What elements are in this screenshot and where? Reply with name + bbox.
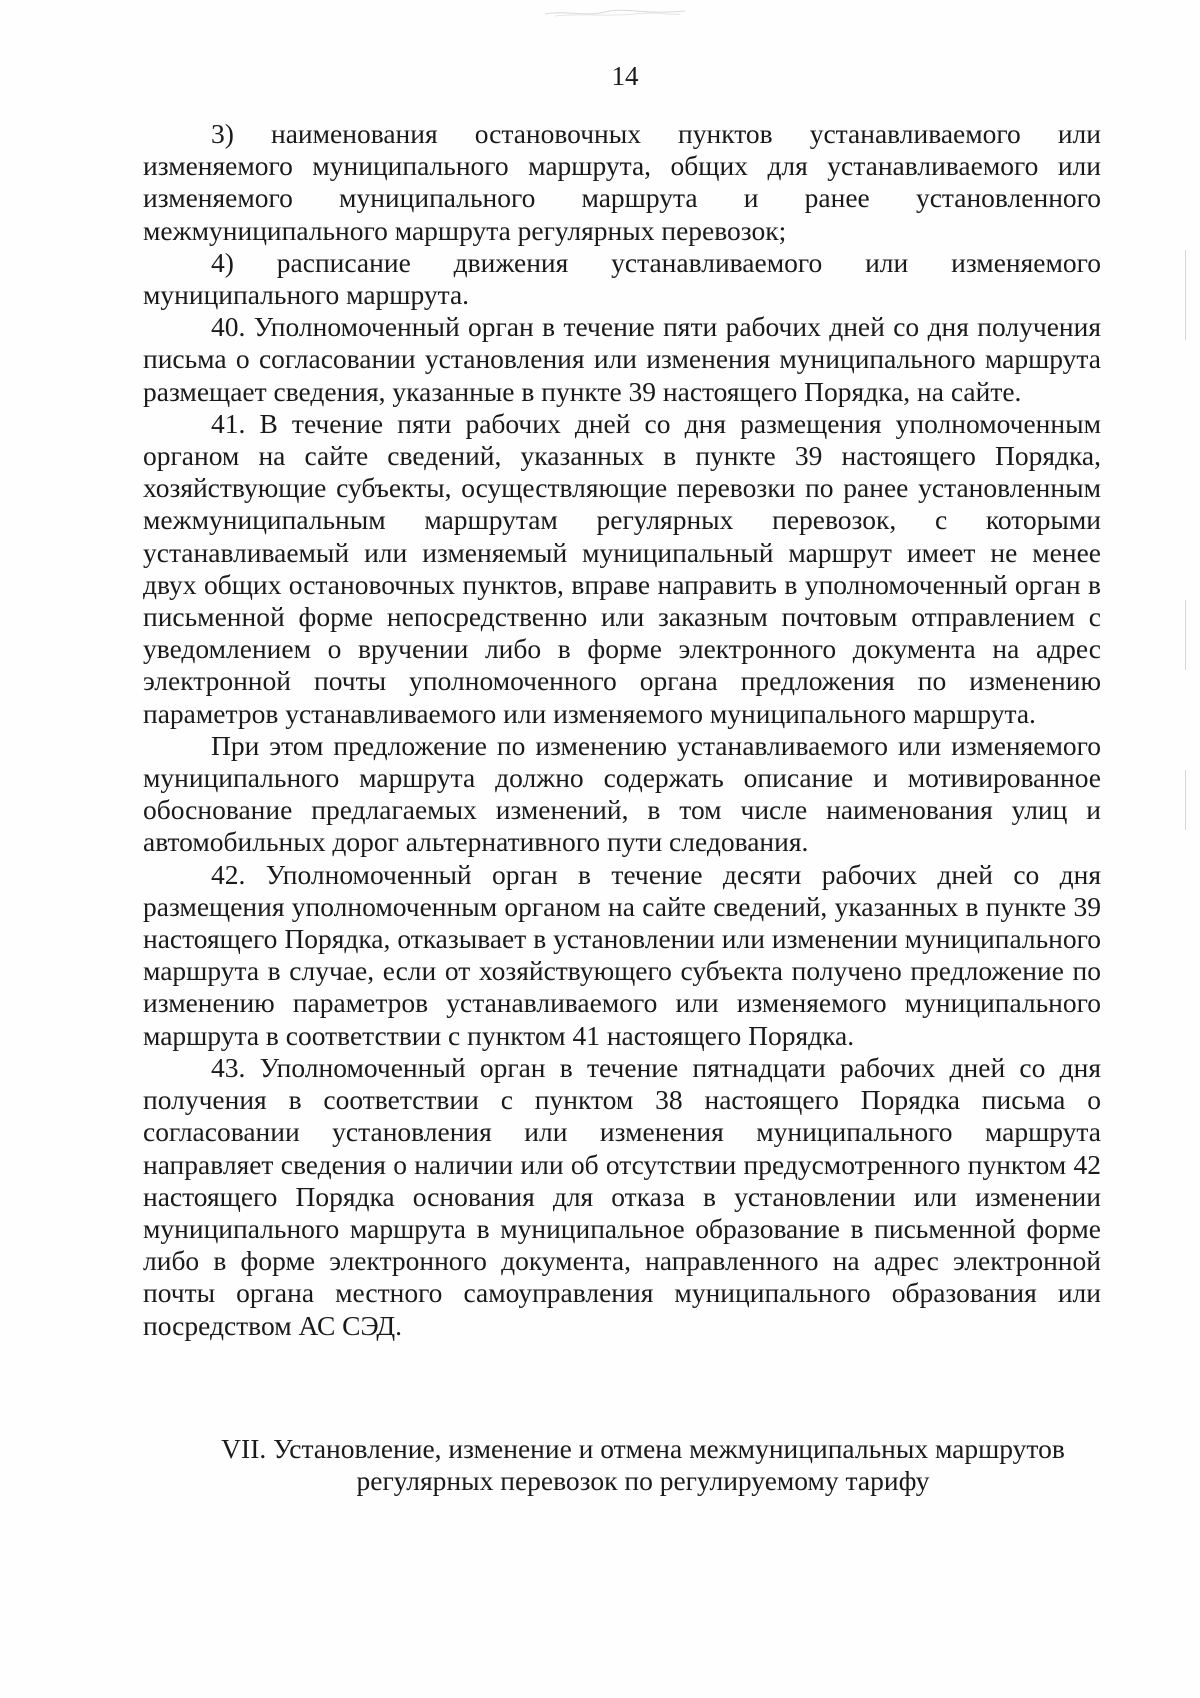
section-heading-line-1: VII. Установление, изменение и отмена межмуниципальных маршрутов — [221, 1433, 1065, 1464]
scan-edge-artifact — [1185, 770, 1186, 830]
paragraph-item-3: 3) наименования остановочных пунктов устанавливаемого или изменяемого муниципального маршрута, общих для устанавливаемого или изменяемого муниципального маршрута и ранее установленного межмуниципального маршрута регулярных перевозок; — [143, 118, 1101, 246]
scan-edge-artifact — [1185, 250, 1186, 340]
section-heading-line-2: регулярных перевозок по регулируемому тарифу — [356, 1465, 930, 1496]
scan-edge-artifact — [1185, 600, 1186, 670]
body-text — [143, 118, 1101, 1342]
paragraph-clause-43: 43. Уполномоченный орган в течение пятнадцати рабочих дней со дня получения в соответствии с пунктом 38 настоящего Порядка письма о согласовании установления или изменения муниципального маршрута направляет сведения о наличии или об отсутствии предусмотренного пунктом 42 настоящего Порядка основания для отказа в установлении или изменении муниципального маршрута в муниципальное образование в письменной форме либо в форме электронного документа, направленного на адрес электронной почты органа местного самоуправления муниципального образования или посредством АС СЭД. — [143, 1051, 1101, 1341]
paragraph-clause-41: 41. В течение пяти рабочих дней со дня размещения уполномоченным органом на сайте сведений, указанных в пункте 39 настоящего Порядка, хозяйствующие субъекты, осуществляющие перевозки по ранее установленным межмуниципальным маршрутам регулярных перевозок, с которыми устанавливаемый или изменяемый муниципальный маршрут имеет не менее двух общих остановочных пунктов, вправе направить в уполномоченный орган в письменной форме непосредственно или заказным почтовым отправлением с уведомлением о вручении либо в форме электронного документа на адрес электронной почты уполномоченного органа предложения по изменению параметров устанавливаемого или изменяемого муниципального маршрута. — [143, 407, 1101, 729]
paragraph-clause-40: 40. Уполномоченный орган в течение пяти рабочих дней со дня получения письма о согласовании установления или изменения муниципального маршрута размещает сведения, указанные в пункте 39 настоящего Порядка, на сайте. — [143, 311, 1101, 407]
paragraph-clause-41-continued: При этом предложение по изменению устанавливаемого или изменяемого муниципального маршрута должно содержать описание и мотивированное обоснование предлагаемых изменений, в том числе наименования улиц и автомобильных дорог альтернативного пути следования. — [143, 729, 1101, 858]
paragraph-item-4: 4) расписание движения устанавливаемого или изменяемого муниципального маршрута. — [143, 246, 1101, 311]
section-heading — [143, 1433, 1143, 1497]
scan-artifact — [545, 8, 685, 18]
paragraph-clause-42: 42. Уполномоченный орган в течение десяти рабочих дней со дня размещения уполномоченным органом на сайте сведений, указанных в пункте 39 настоящего Порядка, отказывает в установлении или изменении муниципального маршрута в случае, если от хозяйствующего субъекта получено предложение по изменению параметров устанавливаемого или изменяемого муниципального маршрута в соответствии с пунктом 41 настоящего Порядка. — [143, 858, 1101, 1051]
page-number: 14 — [611, 61, 639, 91]
